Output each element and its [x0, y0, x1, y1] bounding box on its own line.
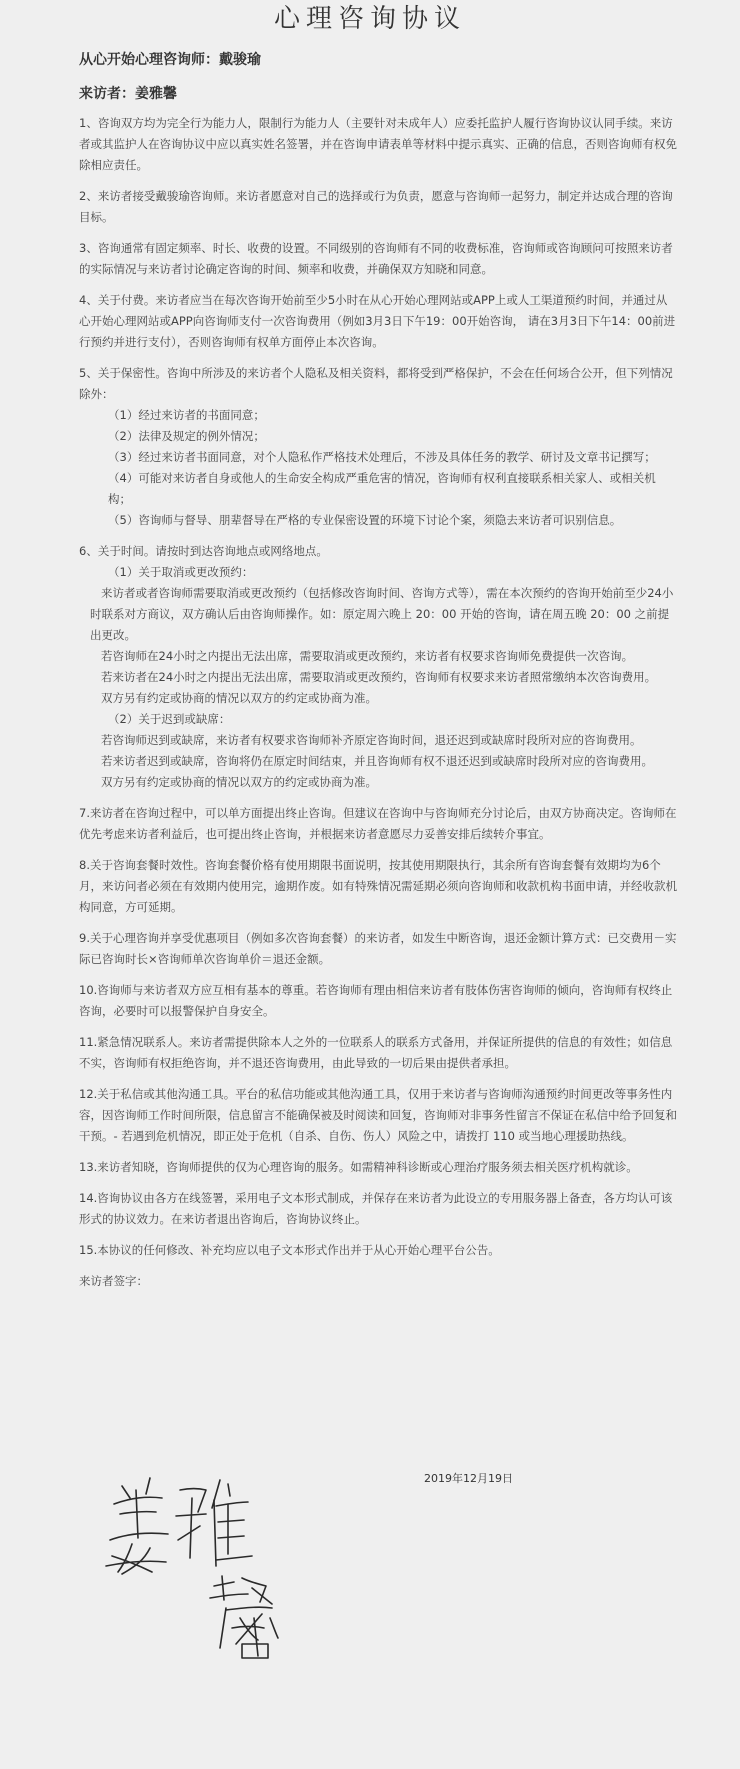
clause-6-line: 若来访者迟到或缺席，咨询将仍在原定时间结束，并且咨询师有权不退还迟到或缺席时段所对应的咨询费用。	[101, 754, 653, 768]
clause-6-paragraph: 来访者或者咨询师需要取消或更改预约（包括修改咨询时间、咨询方式等），需在本次预约的咨询开始前至少24小时联系对方商议，双方确认后由咨询师操作。如：原定周六晚上 20：00 开始的咨询，请在周五晚 20：00 之前提出更改。	[90, 586, 674, 642]
clause-4: 4、关于付费。来访者应当在每次咨询开始前至少5小时在从心开始心理网站或APP上或人工渠道预约时间，并通过从心开始心理网站或APP向咨询师支付一次咨询费用（例如3月3日下午19：00开始咨询， 请在3月3日下午14：00前进行预约并进行支付），否则咨询师有权单方面停止本次咨询。	[79, 293, 676, 349]
handwritten-signature	[102, 1468, 312, 1668]
clause-6-line: 若咨询师迟到或缺席，来访者有权要求咨询师补齐原定咨询时间，退还迟到或缺席时段所对应的咨询费用。	[101, 733, 642, 747]
clause-6	[79, 541, 678, 793]
clause-7: 7.来访者在咨询过程中，可以单方面提出终止咨询。但建议在咨询中与咨询师充分讨论后，由双方协商决定。咨询师在优先考虑来访者利益后，也可提出终止咨询，并根据来访者意愿尽力妥善安排后续转介事宜。	[79, 806, 677, 841]
clause-5	[79, 363, 678, 531]
clause-6-line: 双方另有约定或协商的情况以双方的约定或协商为准。	[101, 775, 377, 789]
clause-6-subheading: （1）关于取消或更改预约：	[108, 565, 254, 579]
clause-8: 8.关于咨询套餐时效性。咨询套餐价格有使用期限书面说明，按其使用期限执行，其余所有咨询套餐有效期均为6个月，来访问者必须在有效期内使用完，逾期作废。如有特殊情况需延期必须向咨询师和收款机构书面申请，并经收款机构同意，方可延期。	[79, 858, 677, 914]
counselor-line: 从心开始心理咨询师：戴骏瑜	[79, 52, 261, 68]
clause-15: 15.本协议的任何修改、补充均应以电子文本形式作出并于从心开始心理平台公告。	[79, 1243, 500, 1257]
clause-6-text: 6、关于时间。请按时到达咨询地点或网络地点。	[79, 544, 328, 558]
clause-6-line: 双方另有约定或协商的情况以双方的约定或协商为准。	[101, 691, 377, 705]
clause-3: 3、咨询通常有固定频率、时长、收费的设置。不同级别的咨询师有不同的收费标准，咨询师或咨询顾问可按照来访者的实际情况与来访者讨论确定咨询的时间、频率和收费，并确保双方知晓和同意。	[79, 241, 673, 276]
clause-9: 9.关于心理咨询并享受优惠项目（例如多次咨询套餐）的来访者，如发生中断咨询，退还金额计算方式：已交费用－实际已咨询时长×咨询师单次咨询单价＝退还金额。	[79, 931, 677, 966]
clause-1: 1、咨询双方均为完全行为能力人，限制行为能力人（主要针对未成年人）应委托监护人履行咨询协议认同手续。来访者或其监护人在咨询协议中应以真实姓名签署，并在咨询申请表单等材料中提示真实、正确的信息，否则咨询师有权免除相应责任。	[79, 116, 677, 172]
agreement-body	[0, 103, 740, 1292]
visitor-line: 来访者：姜雅馨	[79, 86, 177, 102]
signature-label: 来访者签字：	[79, 1274, 148, 1288]
clause-6-subheading: （2）关于迟到或缺席：	[108, 712, 231, 726]
clause-5-item: （4）可能对来访者自身或他人的生命安全构成严重危害的情况，咨询师有权利直接联系相关家人、或相关机构；	[108, 471, 656, 506]
clause-14: 14.咨询协议由各方在线签署，采用电子文本形式制成，并保存在来访者为此设立的专用服务器上备查，各方均认可该形式的协议效力。在来访者退出咨询后，咨询协议终止。	[79, 1191, 673, 1226]
clause-10: 10.咨询师与来访者双方应互相有基本的尊重。若咨询师有理由相信来访者有肢体伤害咨询师的倾向，咨询师有权终止咨询，必要时可以报警保护自身安全。	[79, 983, 673, 1018]
clause-2: 2、来访者接受戴骏瑜咨询师。来访者愿意对自己的选择或行为负责，愿意与咨询师一起努力，制定并达成合理的咨询目标。	[79, 189, 673, 224]
clause-5-item: （5）咨询师与督导、朋辈督导在严格的专业保密设置的环境下讨论个案，须隐去来访者可识别信息。	[108, 513, 622, 527]
clause-5-item: （3）经过来访者书面同意，对个人隐私作严格技术处理后，不涉及具体任务的教学、研讨及文章书记撰写；	[108, 450, 656, 464]
clause-6-line: 若来访者在24小时之内提出无法出席，需要取消或更改预约，咨询师有权要求来访者照常缴纳本次咨询费用。	[101, 670, 657, 684]
clause-11: 11.紧急情况联系人。来访者需提供除本人之外的一位联系人的联系方式备用，并保证所提供的信息的有效性；如信息不实，咨询师有权拒绝咨询，并不退还咨询费用，由此导致的一切后果由提供者承担。	[79, 1035, 673, 1070]
clause-5-text: 5、关于保密性。咨询中所涉及的来访者个人隐私及相关资料，都将受到严格保护，不会在任何场合公开，但下列情况除外：	[79, 366, 673, 401]
clause-13: 13.来访者知晓，咨询师提供的仅为心理咨询的服务。如需精神科诊断或心理治疗服务须去相关医疗机构就诊。	[79, 1160, 638, 1174]
clause-12: 12.关于私信或其他沟通工具。平台的私信功能或其他沟通工具，仅用于来访者与咨询师沟通预约时间更改等事务性内容，因咨询师工作时间所限，信息留言不能确保被及时阅读和回复，咨询师对非事务性留言不保证在私信中给予回复和干预。- 若遇到危机情况，即正处于危机（自杀、自伤、伤人）风险之中，请拨打 110 或当地心理援助热线。	[79, 1087, 677, 1143]
page-title: 心理咨询协议	[273, 4, 466, 34]
clause-5-item: （2）法律及规定的例外情况；	[108, 429, 265, 443]
clause-5-item: （1）经过来访者的书面同意；	[108, 408, 265, 422]
signing-date: 2019年12月19日	[424, 1472, 513, 1485]
clause-6-line: 若咨询师在24小时之内提出无法出席，需要取消或更改预约，来访者有权要求咨询师免费提供一次咨询。	[101, 649, 634, 663]
